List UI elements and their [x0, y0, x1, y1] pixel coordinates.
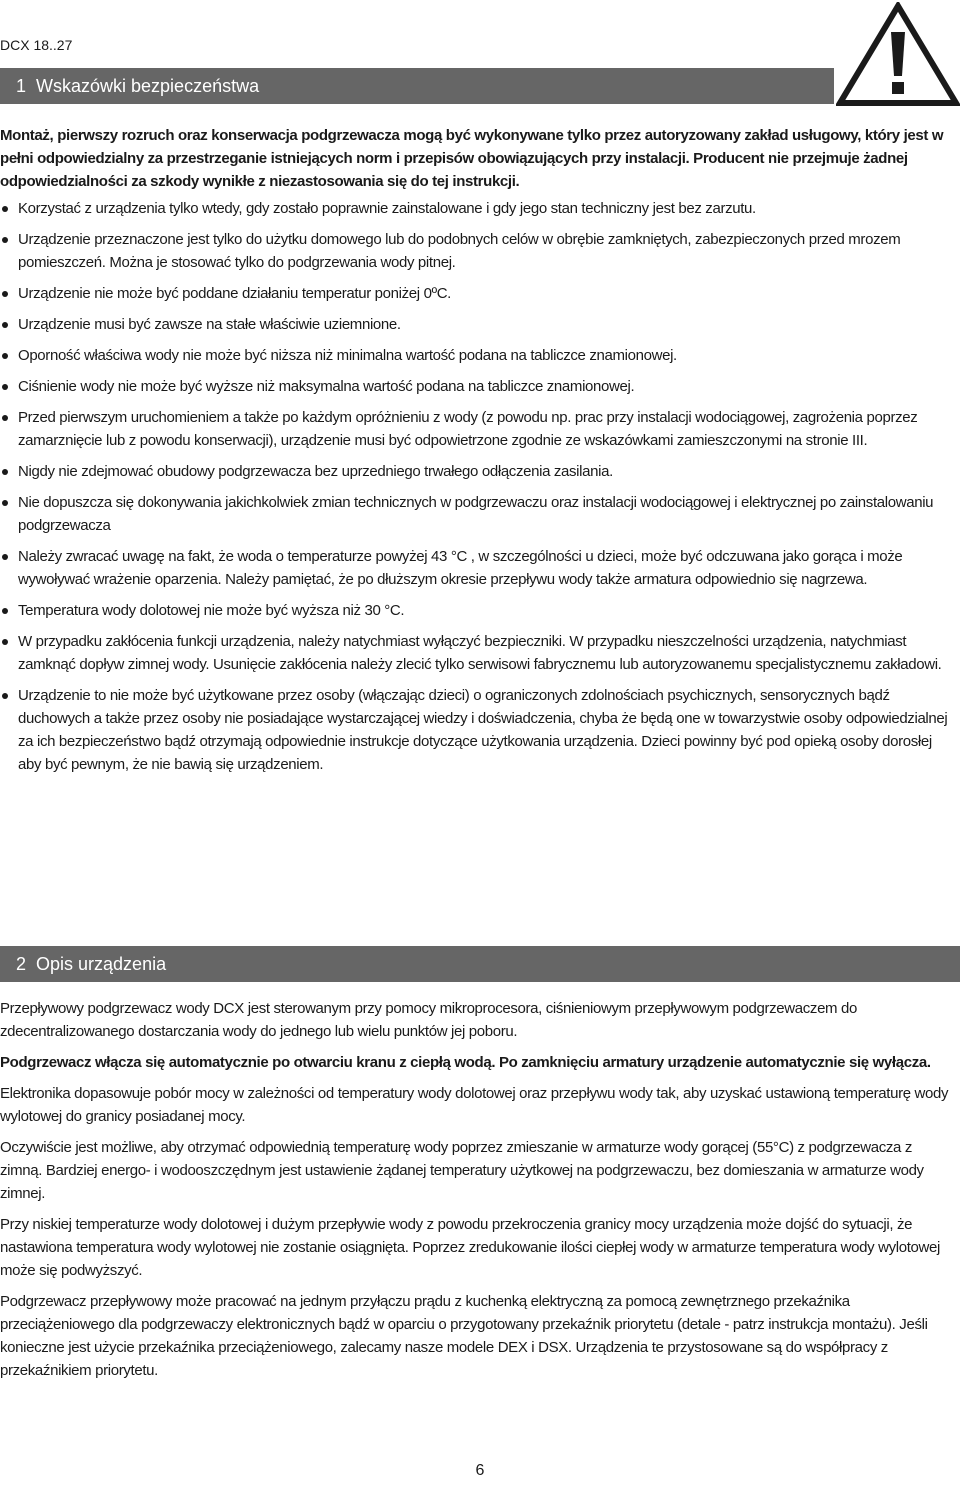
list-item: Urządzenie nie może być poddane działaniu temperatur poniżej 0ºC. — [0, 282, 956, 305]
paragraph-bold: Podgrzewacz włącza się automatycznie po otwarciu kranu z ciepłą wodą. Po zamknięciu armatury urządzenie automatycznie się wyłącza. — [0, 1054, 931, 1071]
device-description — [0, 997, 956, 1390]
list-item: Urządzenie musi być zawsze na stałe właściwie uziemnione. — [0, 313, 956, 336]
page-number: 6 — [475, 1462, 485, 1479]
paragraph: Oczywiście jest możliwe, aby otrzymać odpowiednią temperaturę wody poprzez zmieszanie w armaturze wody gorącej (55°C) z podgrzewacza z zimną. Bardziej energo- i wodooszczędnym jest ustawienie żądanej temperatury użytkowej na podgrzewaczu, bez domieszania w armaturze wody zimnej. — [0, 1139, 924, 1202]
list-item: Temperatura wody dolotowej nie może być wyższa niż 30 °C. — [0, 599, 956, 622]
paragraph: Przy niskiej temperaturze wody dolotowej i dużym przepływie wody z powodu przekroczenia granicy mocy urządzenia może dojść do sytuacji, że nastawiona temperatura wody wylotowej nie zostanie osiągnięta. Poprzez zredukowanie ilości ciepłej wody w armaturze temperatura wody wylotowej może się podwyższyć. — [0, 1216, 940, 1279]
list-item: Korzystać z urządzenia tylko wtedy, gdy zostało poprawnie zainstalowane i gdy jego stan techniczny jest bez zarzutu. — [0, 197, 956, 220]
section-title: Wskazówki bezpieczeństwa — [36, 76, 260, 96]
list-item: Oporność właściwa wody nie może być niższa niż minimalna wartość podana na tabliczce znamionowej. — [0, 344, 956, 367]
section-number: 1 — [16, 76, 27, 96]
paragraph: Przepływowy podgrzewacz wody DCX jest sterowanym przy pomocy mikroprocesora, ciśnieniowym przepływowym podgrzewaczem do zdecentralizowanego dostarczania wody do jednego lub wielu punktów jej poboru. — [0, 1000, 858, 1040]
section-number: 2 — [16, 954, 27, 974]
paragraph: Elektronika dopasowuje pobór mocy w zależności od temperatury wody dolotowej oraz przepływu wody tak, aby uzyskać ustawioną temperaturę wody wylotowej do granicy posiadanej mocy. — [0, 1085, 949, 1125]
warning-triangle-icon — [836, 2, 960, 106]
section-header-description — [0, 946, 960, 982]
list-item: Ciśnienie wody nie może być wyższe niż maksymalna wartość podana na tabliczce znamionowej. — [0, 375, 956, 398]
safety-intro — [0, 124, 956, 201]
list-item: Przed pierwszym uruchomieniem a także po każdym opróżnieniu z wody (z powodu np. prac przy instalacji wodociągowej, zagrożenia poprzez zamarznięcie lub z powodu konserwacji), urządzenie musi być odpowietrzone zgodnie ze wskazówkami zamieszczonymi na stronie III. — [0, 406, 956, 452]
safety-intro-text: Montaż, pierwszy rozruch oraz konserwacja podgrzewacza mogą być wykonywane tylko przez autoryzowany zakład usługowy, który jest w pełni odpowiedzialny za przestrzeganie istniejących norm i przepisów obowiązujących przy instalacji. Producent nie przejmuje żadnej odpowiedzialności za szkody wynikłe z niezastosowania się do tej instrukcji. — [0, 127, 944, 190]
list-item: W przypadku zakłócenia funkcji urządzenia, należy natychmiast wyłączyć bezpieczniki. W przypadku nieszczelności urządzenia, natychmiast zamknąć dopływ zimnej wody. Usunięcie zakłócenia należy zlecić tylko serwisowi fabrycznemu lub autoryzowanemu specjalistycznemu zakładowi. — [0, 630, 956, 676]
document-code: DCX 18..27 — [0, 37, 73, 53]
list-item: Nie dopuszcza się dokonywania jakichkolwiek zmian technicznych w podgrzewaczu oraz instalacji wodociągowej i elektrycznej po zainstalowaniu podgrzewacza — [0, 491, 956, 537]
section-header-safety — [0, 68, 834, 104]
paragraph: Podgrzewacz przepływowy może pracować na jednym przyłączu prądu z kuchenką elektryczną za pomocą zewnętrznego przekaźnika przeciążeniowego dla podgrzewaczy elektronicznych bądź w oparciu o przygotowany przekaźnik priorytetu (detale - patrz instrukcja montażu). Jeśli konieczne jest użycie przekaźnika przeciążeniowego, zalecamy nasze modele DEX i DSX. Urządzenia te przystosowane są do współpracy z przekaźnikiem priorytetu. — [0, 1293, 928, 1379]
list-item: Nigdy nie zdejmować obudowy podgrzewacza bez uprzedniego trwałego odłączenia zasilania. — [0, 460, 956, 483]
list-item: Należy zwracać uwagę na fakt, że woda o temperaturze powyżej 43 °C , w szczególności u dzieci, może być odczuwana jako gorąca i może wywoływać wrażenie oparzenia. Należy pamiętać, że po dłuższym okresie przepływu wody także armatura odpowiednio się nagrzewa. — [0, 545, 956, 591]
list-item: Urządzenie to nie może być użytkowane przez osoby (włączając dzieci) o ograniczonych zdolnościach psychicznych, sensorycznych bądź duchowych a także przez osoby nie posiadające wystarczającej wiedzy i doświadczenia, chyba że będą one w towarzystwie osoby odpowiedzialnej za ich bezpieczeństwo bądź otrzymają odpowiednie instrukcje dotyczące użytkowania urządzenia. Dzieci powinny być pod opieką osoby dorosłej aby być pewnym, że nie bawią się urządzeniem. — [0, 684, 956, 776]
safety-bullet-list — [0, 197, 956, 784]
section-title: Opis urządzenia — [36, 954, 167, 974]
list-item: Urządzenie przeznaczone jest tylko do użytku domowego lub do podobnych celów w obrębie zamkniętych, zabezpieczonych przed mrozem pomieszczeń. Można je stosować tylko do podgrzewania wody pitnej. — [0, 228, 956, 274]
